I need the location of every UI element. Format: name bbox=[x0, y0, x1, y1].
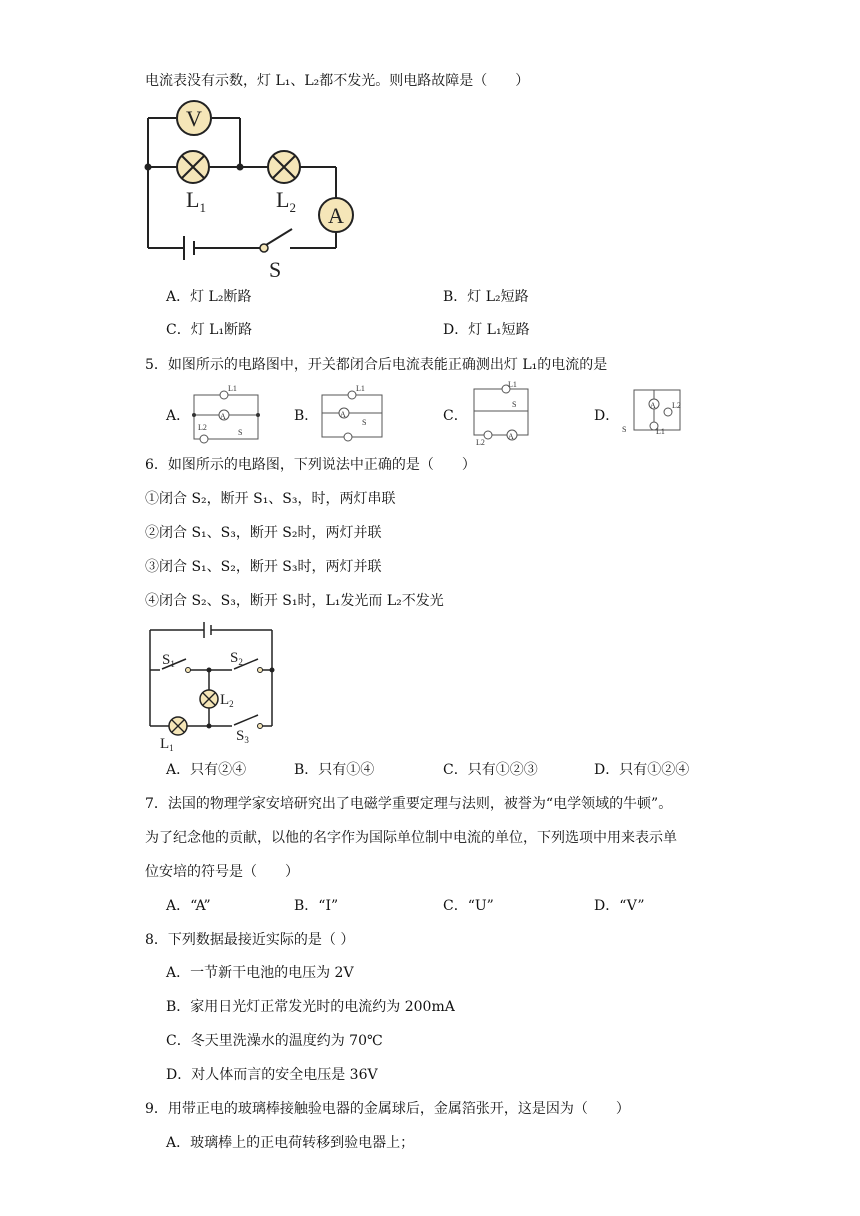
lamp-l2-label: $L_2$ bbox=[276, 187, 296, 215]
switch-s2-label: $S_2$ bbox=[230, 650, 243, 667]
q7-line-1: 7．法国的物理学家安培研究出了电磁学重要定理与法则，被誉为“电学领域的牛顿”。 bbox=[145, 796, 673, 812]
q5-option-a[interactable]: A． bbox=[166, 408, 191, 424]
lamp-l1-icon bbox=[177, 151, 209, 183]
svg-text:S: S bbox=[238, 428, 243, 437]
svg-text:L1: L1 bbox=[228, 384, 237, 393]
svg-text:S: S bbox=[622, 425, 627, 434]
svg-text:L2: L2 bbox=[672, 401, 681, 410]
voltmeter-label: V bbox=[186, 106, 202, 131]
switch-label: S bbox=[269, 257, 282, 282]
q8-option-c[interactable]: C．冬天里洗澡水的温度约为 70℃ bbox=[166, 1033, 383, 1049]
q6-circuit-diagram bbox=[140, 618, 285, 753]
svg-text:L1: L1 bbox=[356, 384, 365, 393]
q4-option-a[interactable]: A．灯 L₂断路 bbox=[166, 289, 252, 305]
q4-option-c[interactable]: C．灯 L₁断路 bbox=[166, 322, 253, 338]
lamp-l1-icon bbox=[169, 717, 187, 735]
q5-option-d[interactable]: D． bbox=[594, 408, 620, 424]
svg-text:S: S bbox=[362, 418, 367, 427]
q6-stem: 6．如图所示的电路图，下列说法中正确的是（ ） bbox=[145, 457, 476, 473]
svg-text:S: S bbox=[512, 400, 517, 409]
svg-text:L1: L1 bbox=[508, 380, 517, 389]
voltmeter-icon bbox=[177, 101, 211, 135]
q6-option-b[interactable]: B．只有①④ bbox=[294, 762, 375, 778]
q5-option-c[interactable]: C． bbox=[443, 408, 468, 424]
q7-option-a[interactable]: A．“A” bbox=[166, 898, 211, 914]
svg-text:L1: L1 bbox=[656, 427, 665, 436]
svg-text:A: A bbox=[340, 410, 346, 419]
q9-stem: 9．用带正电的玻璃棒接触验电器的金属球后，金属箔张开，这是因为（ ） bbox=[145, 1101, 630, 1117]
q7-option-b[interactable]: B．“I” bbox=[294, 898, 339, 914]
lamp-l2-icon bbox=[200, 690, 218, 708]
q6-statement-1: ①闭合 S₂，断开 S₁、S₃，时，两灯串联 bbox=[145, 491, 396, 507]
svg-text:A: A bbox=[220, 412, 226, 421]
lamp-l1-label: $L_1$ bbox=[186, 187, 206, 215]
q6-option-c[interactable]: C．只有①②③ bbox=[443, 762, 538, 778]
ammeter-icon bbox=[319, 198, 353, 232]
svg-text:L2: L2 bbox=[198, 423, 207, 432]
q9-option-a[interactable]: A．玻璃棒上的正电荷转移到验电器上； bbox=[166, 1135, 415, 1151]
q7-option-c[interactable]: C．“U” bbox=[443, 898, 494, 914]
q8-option-d[interactable]: D．对人体而言的安全电压是 36V bbox=[166, 1067, 378, 1083]
q4-circuit-diagram bbox=[140, 100, 370, 285]
q4-option-b[interactable]: B．灯 L₂短路 bbox=[443, 289, 529, 305]
q8-option-b[interactable]: B．家用日光灯正常发光时的电流约为 200mA bbox=[166, 999, 455, 1015]
q8-stem: 8．下列数据最接近实际的是（ ） bbox=[145, 932, 355, 948]
q5-option-a-circuit bbox=[190, 383, 262, 443]
q6-statement-4: ④闭合 S₂、S₃，断开 S₁时，L₁发光而 L₂不发光 bbox=[145, 593, 444, 609]
svg-text:L2: L2 bbox=[476, 438, 485, 447]
q5-option-c-circuit bbox=[468, 381, 534, 447]
lamp-l2-label: $L_2$ bbox=[220, 692, 234, 709]
svg-text:A: A bbox=[650, 401, 656, 410]
q7-line-2: 为了纪念他的贡献，以他的名字作为国际单位制中电流的单位，下列选项中用来表示单 bbox=[145, 830, 677, 846]
svg-text:A: A bbox=[508, 432, 514, 441]
q5-stem: 5．如图所示的电路图中，开关都闭合后电流表能正确测出灯 L₁的电流的是 bbox=[145, 357, 608, 373]
q6-option-d[interactable]: D．只有①②④ bbox=[594, 762, 690, 778]
q5-option-b-circuit bbox=[318, 385, 388, 443]
ammeter-label: A bbox=[328, 203, 344, 228]
q5-option-d-circuit bbox=[618, 382, 684, 444]
lamp-l1-label: $L_1$ bbox=[160, 736, 174, 753]
q6-option-a[interactable]: A．只有②④ bbox=[166, 762, 247, 778]
q5-option-b[interactable]: B． bbox=[294, 408, 319, 424]
switch-s3-label: $S_3$ bbox=[236, 728, 249, 745]
switch-s1-label: $S_1$ bbox=[162, 652, 175, 669]
q8-option-a[interactable]: A．一节新干电池的电压为 2V bbox=[166, 965, 354, 981]
q4-stem: 电流表没有示数，灯 L₁、L₂都不发光。则电路故障是（ ） bbox=[145, 73, 530, 89]
q6-statement-3: ③闭合 S₁、S₂，断开 S₃时，两灯并联 bbox=[145, 559, 382, 575]
q7-option-d[interactable]: D．“V” bbox=[594, 898, 645, 914]
q6-statement-2: ②闭合 S₁、S₃，断开 S₂时，两灯并联 bbox=[145, 525, 382, 541]
lamp-l2-icon bbox=[268, 151, 300, 183]
q7-line-3: 位安培的符号是（ ） bbox=[145, 864, 299, 880]
q4-option-d[interactable]: D．灯 L₁短路 bbox=[443, 322, 530, 338]
